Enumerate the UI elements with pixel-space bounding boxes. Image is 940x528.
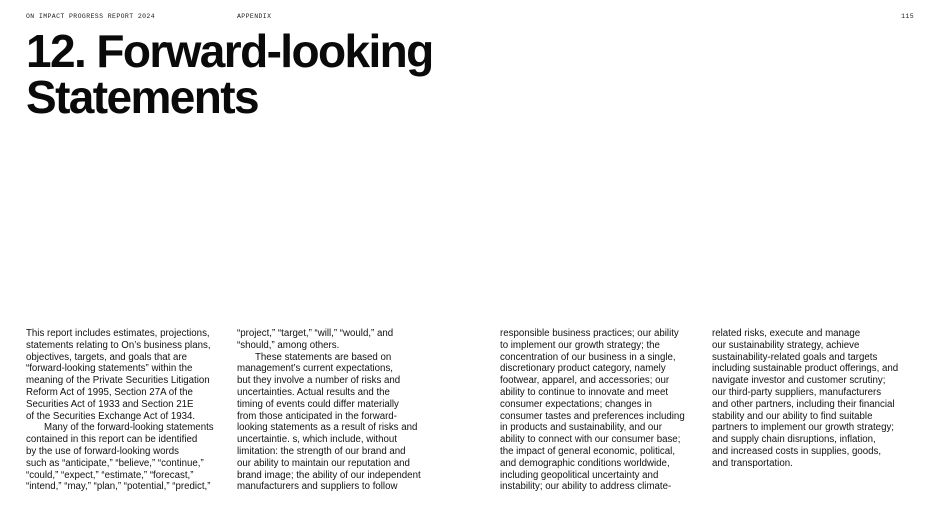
text-line: our sustainability strategy, achieve <box>712 339 860 351</box>
text-line: such as “anticipate,” “believe,” “continue,” <box>26 457 204 469</box>
text-line: and other partners, including their financial <box>712 398 895 410</box>
text-line: in products and sustainability, and our <box>500 422 662 434</box>
report-title-header: ON IMPACT PROGRESS REPORT 2024 <box>26 13 156 20</box>
text-line: to implement our growth strategy; the <box>500 339 660 351</box>
text-line: including geopolitical uncertainty and <box>500 469 659 481</box>
text-line: our ability to maintain our reputation and <box>237 457 410 469</box>
text-line: limitation: the strength of our brand and <box>237 445 406 457</box>
text-line: sustainability-related goals and targets <box>712 351 878 363</box>
text-line: discretionary product category, namely <box>500 363 666 375</box>
text-line: Many of the forward-looking statements <box>44 422 214 434</box>
text-line: ability to connect with our consumer base; <box>500 434 681 446</box>
text-line: and demographic conditions worldwide, <box>500 457 670 469</box>
text-line: contained in this report can be identified <box>26 434 198 446</box>
text-line: These statements are based on <box>255 351 392 363</box>
text-line: meaning of the Private Securities Litigation <box>26 375 210 387</box>
text-line: and increased costs in supplies, goods, <box>712 445 882 457</box>
text-line: by the use of forward-looking words <box>26 445 179 457</box>
text-line: navigate investor and customer scrutiny; <box>712 375 886 387</box>
text-line: timing of events could differ materially <box>237 398 399 410</box>
text-line: manufacturers and suppliers to follow <box>237 481 398 493</box>
text-line: from those anticipated in the forward- <box>237 410 397 422</box>
text-line: Reform Act of 1995, Section 27A of the <box>26 386 193 398</box>
text-line: “intend,” “may,” “plan,” “potential,” “predict,” <box>26 481 211 493</box>
text-line: concentration of our business in a single, <box>500 351 676 363</box>
text-line: our third-party suppliers, manufacturers <box>712 386 882 398</box>
text-line: related risks, execute and manage <box>712 328 861 339</box>
text-line: “forward-looking statements” within the <box>26 363 193 375</box>
text-line: and transportation. <box>712 457 793 469</box>
text-line: responsible business practices; our ability <box>500 328 679 339</box>
text-line: instability; our ability to address climate- <box>500 481 672 493</box>
page-title-line-2: Statements <box>26 71 258 123</box>
text-line: uncertaintie. s, which include, without <box>237 434 397 446</box>
text-line: “should,” among others. <box>237 339 340 351</box>
body-column-3 <box>500 328 685 493</box>
text-line: management’s current expectations, <box>237 363 393 375</box>
text-line: This report includes estimates, projections, <box>26 328 210 339</box>
text-line: consumer tastes and preferences including <box>500 410 685 422</box>
text-line: consumer expectations; changes in <box>500 398 652 410</box>
text-line: brand image; the ability of our independent <box>237 469 421 481</box>
text-line: and supply chain disruptions, inflation, <box>712 434 876 446</box>
text-line: objectives, targets, and goals that are <box>26 351 188 363</box>
page-title <box>26 25 433 123</box>
text-line: Securities Act of 1933 and Section 21E <box>26 398 194 410</box>
text-line: partners to implement our growth strategy; <box>712 422 894 434</box>
body-column-4 <box>712 328 898 470</box>
text-line: ability to continue to innovate and meet <box>500 386 669 398</box>
text-line: statements relating to On’s business plans, <box>26 339 211 351</box>
section-label-header: APPENDIX <box>237 13 272 20</box>
text-line: stability and our ability to find suitable <box>712 410 873 422</box>
page-number: 115 <box>901 13 914 20</box>
text-line: but they involve a number of risks and <box>237 375 401 387</box>
body-column-2 <box>237 328 421 493</box>
text-line: of the Securities Exchange Act of 1934. <box>26 410 196 422</box>
page-title-line-1: 12. Forward-looking <box>26 25 433 77</box>
text-line: looking statements as a result of risks and <box>237 422 418 434</box>
text-line: footwear, apparel, and accessories; our <box>500 375 670 387</box>
text-line: “project,” “target,” “will,” “would,” and <box>237 328 394 339</box>
body-column-1 <box>26 328 214 493</box>
text-line: including sustainable product offerings, and <box>712 363 899 375</box>
text-line: “could,” “expect,” “estimate,” “forecast,” <box>26 469 194 481</box>
text-line: uncertainties. Actual results and the <box>237 386 390 398</box>
text-line: the impact of general economic, political, <box>500 445 676 457</box>
